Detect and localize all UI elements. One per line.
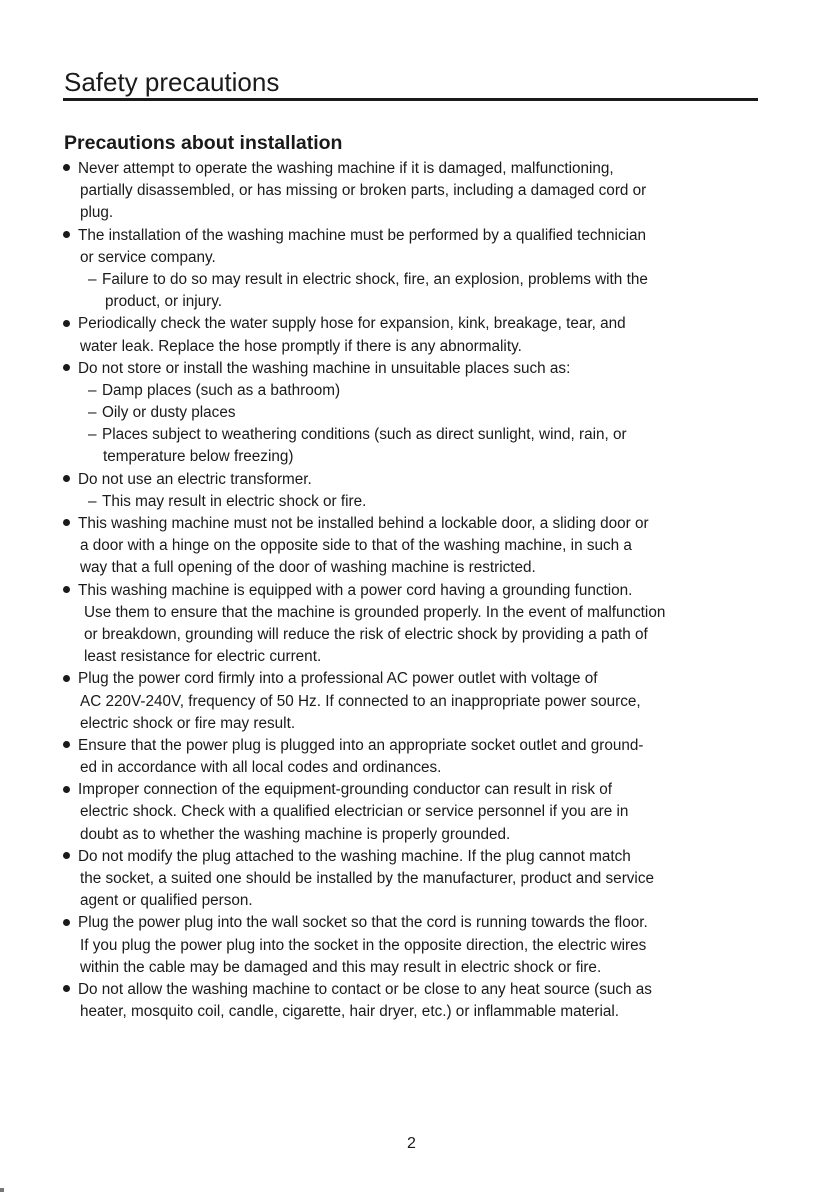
- sub-item-continuation: [63, 291, 775, 313]
- bullet-dot-icon: [63, 586, 70, 593]
- line-text: AC 220V-240V, frequency of 50 Hz. If connected to an inappropriate power source,: [80, 692, 641, 710]
- line-text: partially disassembled, or has missing or broken parts, including a damaged cord or: [80, 182, 647, 200]
- bullet-continuation: [63, 557, 775, 579]
- line-text: Do not modify the plug attached to the washing machine. If the plug cannot match: [78, 847, 631, 865]
- line-text: The installation of the washing machine must be performed by a qualified technician: [78, 226, 647, 244]
- bullet-dot-icon: [63, 519, 70, 526]
- line-text: way that a full opening of the door of washing machine is restricted.: [80, 559, 536, 577]
- line-text: If you plug the power plug into the socket in the opposite direction, the electric wires: [80, 936, 647, 954]
- corner-mark: [0, 1188, 4, 1192]
- bullet-continuation: [63, 691, 775, 713]
- line-text: Improper connection of the equipment-grounding conductor can result in risk of: [78, 781, 612, 799]
- line-text: Do not allow the washing machine to contact or be close to any heat source (such as: [78, 980, 652, 998]
- bullet-continuation: [63, 713, 775, 735]
- dash-icon: –: [88, 404, 97, 422]
- line-text: Do not store or install the washing machine in unsuitable places such as:: [78, 359, 571, 377]
- line-text: within the cable may be damaged and this may result in electric shock or fire.: [80, 958, 602, 976]
- bullet-dot-icon: [63, 919, 70, 926]
- page-number: 2: [407, 1135, 416, 1152]
- sub-item: [63, 269, 775, 291]
- line-text: a door with a hinge on the opposite side to that of the washing machine, in such a: [80, 537, 632, 555]
- bullet-dot-icon: [63, 364, 70, 371]
- line-text: plug.: [80, 204, 114, 222]
- bullet-item: [63, 225, 775, 247]
- line-text: Damp places (such as a bathroom): [102, 381, 341, 399]
- bullet-continuation: [63, 868, 775, 890]
- bullet-dot-icon: [63, 320, 70, 327]
- line-text: This may result in electric shock or fire.: [102, 492, 367, 510]
- bullet-dot-icon: [63, 164, 70, 171]
- title-underline: [63, 98, 758, 101]
- page-title: Safety precautions: [64, 67, 280, 97]
- bullet-continuation: [63, 180, 775, 202]
- dash-icon: –: [88, 381, 97, 399]
- line-text: This washing machine is equipped with a power cord having a grounding function.: [78, 581, 633, 599]
- bullet-item: [63, 469, 775, 491]
- bullet-dot-icon: [63, 231, 70, 238]
- line-text: electric shock or fire may result.: [80, 714, 296, 732]
- line-text: Plug the power cord firmly into a professional AC power outlet with voltage of: [78, 670, 598, 688]
- bullet-continuation: [63, 801, 775, 823]
- bullet-item: [63, 668, 775, 690]
- dash-icon: –: [88, 426, 97, 444]
- bullet-continuation: [63, 336, 775, 358]
- sub-item: [63, 424, 775, 446]
- bullet-dot-icon: [63, 786, 70, 793]
- line-text: This washing machine must not be installed behind a lockable door, a sliding door or: [78, 515, 649, 532]
- bullet-dot-icon: [63, 985, 70, 992]
- bullet-continuation: [63, 247, 775, 269]
- line-text: Do not use an electric transformer.: [78, 470, 312, 488]
- dash-icon: –: [88, 492, 97, 510]
- bullet-continuation: [63, 535, 775, 557]
- line-text: product, or injury.: [105, 293, 223, 311]
- line-text: ed in accordance with all local codes and ordinances.: [80, 759, 442, 777]
- bullet-item: [63, 513, 775, 535]
- line-text: temperature below freezing): [103, 448, 294, 466]
- section-heading: Precautions about installation: [64, 132, 343, 154]
- bullet-continuation: [63, 824, 775, 846]
- line-text: Places subject to weathering conditions (such as direct sunlight, wind, rain, or: [102, 426, 627, 444]
- bullet-continuation: [63, 202, 775, 224]
- bullet-continuation: [63, 935, 775, 957]
- line-text: Plug the power plug into the wall socket so that the cord is running towards the floor.: [78, 914, 648, 932]
- line-text: heater, mosquito coil, candle, cigarette, hair dryer, etc.) or inflammable material.: [80, 1003, 620, 1021]
- bullet-dot-icon: [63, 475, 70, 482]
- bullet-continuation: [63, 957, 775, 979]
- bullet-continuation: [63, 646, 775, 668]
- line-text: least resistance for electric current.: [84, 648, 322, 666]
- bullet-item: [63, 912, 775, 934]
- sub-item: [63, 402, 775, 424]
- line-text: Oily or dusty places: [102, 404, 236, 422]
- bullet-item: [63, 358, 775, 380]
- line-text: electric shock. Check with a qualified electrician or service personnel if you are in: [80, 803, 629, 821]
- bullet-dot-icon: [63, 741, 70, 748]
- line-text: Never attempt to operate the washing machine if it is damaged, malfunctioning,: [78, 160, 614, 177]
- bullet-continuation: [63, 1001, 775, 1023]
- bullet-continuation: [63, 890, 775, 912]
- line-text: Ensure that the power plug is plugged into an appropriate socket outlet and ground-: [78, 736, 644, 754]
- bullet-item: [63, 779, 775, 801]
- sub-item-continuation: [63, 446, 775, 468]
- line-text: Use them to ensure that the machine is grounded properly. In the event of malfunction: [84, 603, 666, 621]
- bullet-item: [63, 580, 775, 602]
- bullet-continuation: [63, 757, 775, 779]
- dash-icon: –: [88, 270, 97, 288]
- sub-item: [63, 380, 775, 402]
- bullet-item: [63, 846, 775, 868]
- line-text: doubt as to whether the washing machine is properly grounded.: [80, 825, 511, 843]
- bullet-continuation: [63, 602, 775, 624]
- bullet-dot-icon: [63, 852, 70, 859]
- line-text: the socket, a suited one should be installed by the manufacturer, product and service: [80, 870, 654, 887]
- line-text: or breakdown, grounding will reduce the risk of electric shock by providing a path of: [84, 625, 648, 643]
- line-text: water leak. Replace the hose promptly if there is any abnormality.: [80, 337, 522, 355]
- bullet-continuation: [63, 624, 775, 646]
- bullet-item: [63, 158, 775, 180]
- line-text: Periodically check the water supply hose for expansion, kink, breakage, tear, and: [78, 315, 626, 333]
- precautions-list: [63, 158, 775, 1023]
- bullet-dot-icon: [63, 675, 70, 682]
- bullet-item: [63, 313, 775, 335]
- sub-item: [63, 491, 775, 513]
- line-text: Failure to do so may result in electric shock, fire, an explosion, problems with the: [102, 270, 648, 288]
- bullet-item: [63, 979, 775, 1001]
- line-text: agent or qualified person.: [80, 892, 253, 910]
- bullet-item: [63, 735, 775, 757]
- line-text: or service company.: [80, 248, 216, 266]
